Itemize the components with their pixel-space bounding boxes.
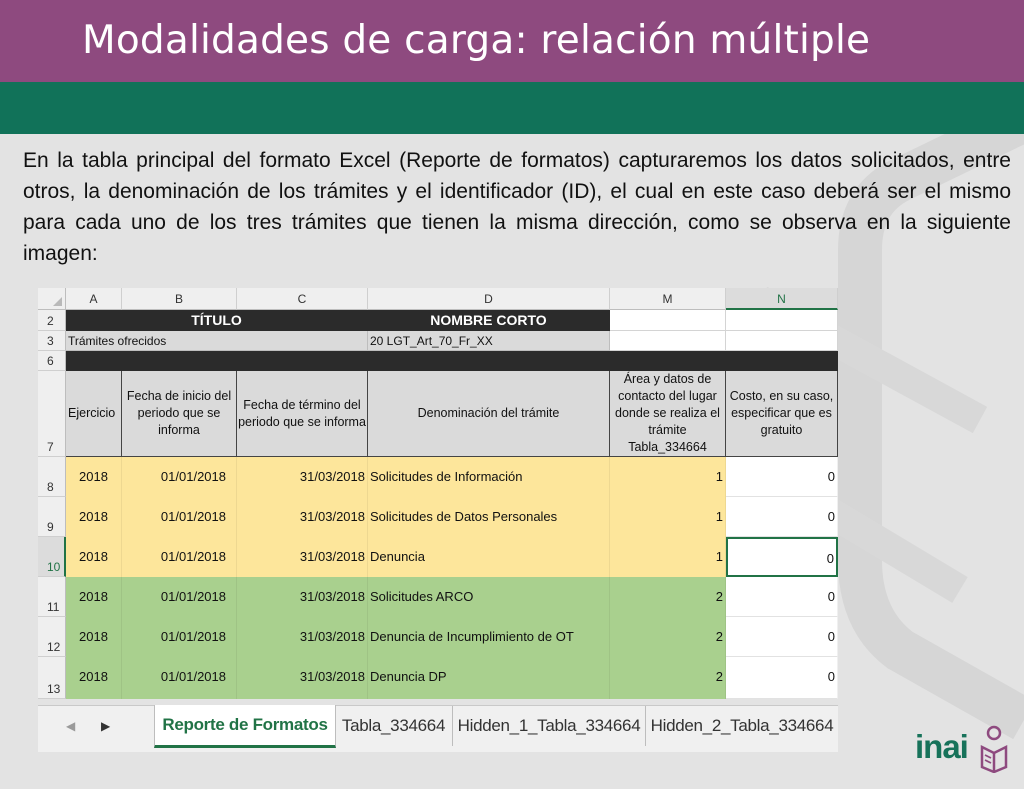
title-band — [0, 0, 1024, 82]
excel-sheet — [38, 288, 838, 699]
row-header-6[interactable]: 6 — [38, 351, 66, 371]
nombre-corto-label-cell[interactable]: NOMBRE CORTO — [368, 310, 610, 331]
row-header-3[interactable]: 3 — [38, 331, 66, 351]
column-header-n[interactable]: N — [726, 288, 838, 310]
cell-ejercicio[interactable]: 2018 — [66, 657, 122, 699]
tab-hidden-1-tabla-334664[interactable]: Hidden_1_Tabla_334664 — [453, 706, 646, 746]
empty-cell[interactable] — [726, 310, 838, 331]
tab-hidden-2-tabla-334664[interactable]: Hidden_2_Tabla_334664 — [650, 716, 834, 735]
logo-wordmark: inai — [915, 728, 968, 765]
row-header-10[interactable]: 10 — [38, 537, 66, 577]
cell-costo[interactable]: 0 — [726, 457, 838, 497]
slide-title: Modalidades de carga: relación múltiple — [82, 18, 871, 63]
cell-termino[interactable]: 31/03/2018 — [237, 497, 368, 537]
empty-cell[interactable] — [610, 331, 726, 351]
tab-reporte-de-formatos[interactable]: Reporte de Formatos — [154, 705, 336, 748]
column-header-c[interactable]: C — [237, 288, 368, 310]
header-fecha-termino[interactable]: Fecha de término del periodo que se informa — [237, 371, 368, 457]
cell-area[interactable]: 1 — [610, 497, 726, 537]
row-header-12[interactable]: 12 — [38, 617, 66, 657]
section-band-cell[interactable] — [66, 351, 838, 371]
cell-area[interactable]: 2 — [610, 617, 726, 657]
column-header-b[interactable]: B — [122, 288, 237, 310]
row-header-2[interactable]: 2 — [38, 310, 66, 331]
select-all-corner[interactable] — [38, 288, 66, 310]
intro-line: solicitados, entre otros, la denominación de los trámites y el identificador (ID), el cual — [23, 149, 1011, 203]
cell-termino[interactable]: 31/03/2018 — [237, 537, 368, 577]
cell-termino[interactable]: 31/03/2018 — [237, 617, 368, 657]
header-costo[interactable]: Costo, en su caso, especificar que es gratuito — [726, 371, 838, 457]
accent-band — [0, 82, 1024, 134]
header-area-contacto[interactable]: Área y datos de contacto del lugar donde se realiza el trámite Tabla_334664 — [610, 371, 726, 457]
header-ejercicio[interactable]: Ejercicio — [66, 371, 122, 457]
scroll-tabs-right-icon[interactable]: ▶ — [101, 719, 111, 733]
cell-inicio[interactable]: 01/01/2018 — [122, 457, 237, 497]
header-fecha-inicio[interactable]: Fecha de inicio del periodo que se informa — [122, 371, 237, 457]
cell-area[interactable]: 2 — [610, 577, 726, 617]
cell-area[interactable]: 1 — [610, 537, 726, 577]
cell-area[interactable]: 1 — [610, 457, 726, 497]
row-header-11[interactable]: 11 — [38, 577, 66, 617]
row-header-8[interactable]: 8 — [38, 457, 66, 497]
cell-termino[interactable]: 31/03/2018 — [237, 457, 368, 497]
cell-costo[interactable]: 0 — [726, 497, 838, 537]
empty-cell[interactable] — [726, 331, 838, 351]
cell-ejercicio[interactable]: 2018 — [66, 497, 122, 537]
cell-ejercicio[interactable]: 2018 — [66, 617, 122, 657]
intro-line: en este caso deberá ser el mismo para cada uno de los tres trámites que tienen la — [23, 180, 1012, 234]
cell-termino[interactable]: 31/03/2018 — [237, 657, 368, 699]
inai-logo — [915, 725, 1015, 775]
tab-tabla-334664[interactable]: Tabla_334664 — [335, 706, 453, 746]
empty-cell[interactable] — [610, 310, 726, 331]
row-header-9[interactable]: 9 — [38, 497, 66, 537]
cell-termino[interactable]: 31/03/2018 — [237, 577, 368, 617]
cell-ejercicio[interactable]: 2018 — [66, 457, 122, 497]
cell-tramite[interactable]: Denuncia — [368, 537, 610, 577]
cell-ejercicio[interactable]: 2018 — [66, 577, 122, 617]
row-header-7[interactable]: 7 — [38, 371, 66, 457]
column-header-a[interactable]: A — [66, 288, 122, 310]
cell-inicio[interactable]: 01/01/2018 — [122, 617, 237, 657]
cell-tramite[interactable]: Denuncia DP — [368, 657, 610, 699]
cell-costo[interactable]: 0 — [726, 537, 838, 577]
cell-tramite[interactable]: Solicitudes ARCO — [368, 577, 610, 617]
intro-line: misma dirección, como se observa en la siguiente imagen: — [23, 211, 1011, 265]
nombre-corto-value-cell[interactable]: 20 LGT_Art_70_Fr_XX — [368, 331, 610, 351]
cell-tramite[interactable]: Solicitudes de Información — [368, 457, 610, 497]
cell-inicio[interactable]: 01/01/2018 — [122, 537, 237, 577]
sheet-tab-bar — [38, 705, 838, 752]
intro-paragraph — [23, 145, 1011, 269]
cell-costo[interactable]: 0 — [726, 657, 838, 699]
row-header-13[interactable]: 13 — [38, 657, 66, 699]
cell-ejercicio[interactable]: 2018 — [66, 537, 122, 577]
intro-line: En la tabla principal del formato Excel (Reporte de formatos) capturaremos los datos — [23, 149, 843, 172]
titulo-value-cell[interactable]: Trámites ofrecidos — [66, 331, 368, 351]
cell-tramite[interactable]: Solicitudes de Datos Personales — [368, 497, 610, 537]
cell-area[interactable]: 2 — [610, 657, 726, 699]
cell-tramite[interactable]: Denuncia de Incumplimiento de OT — [368, 617, 610, 657]
reader-figure-icon — [979, 725, 1009, 773]
column-header-m[interactable]: M — [610, 288, 726, 310]
cell-costo[interactable]: 0 — [726, 617, 838, 657]
cell-inicio[interactable]: 01/01/2018 — [122, 657, 237, 699]
scroll-tabs-left-icon[interactable]: ◀ — [66, 719, 76, 733]
cell-costo[interactable]: 0 — [726, 577, 838, 617]
cell-inicio[interactable]: 01/01/2018 — [122, 497, 237, 537]
column-header-d[interactable]: D — [368, 288, 610, 310]
header-denominacion[interactable]: Denominación del trámite — [368, 371, 610, 457]
titulo-label-cell[interactable]: TÍTULO — [66, 310, 368, 331]
cell-inicio[interactable]: 01/01/2018 — [122, 577, 237, 617]
